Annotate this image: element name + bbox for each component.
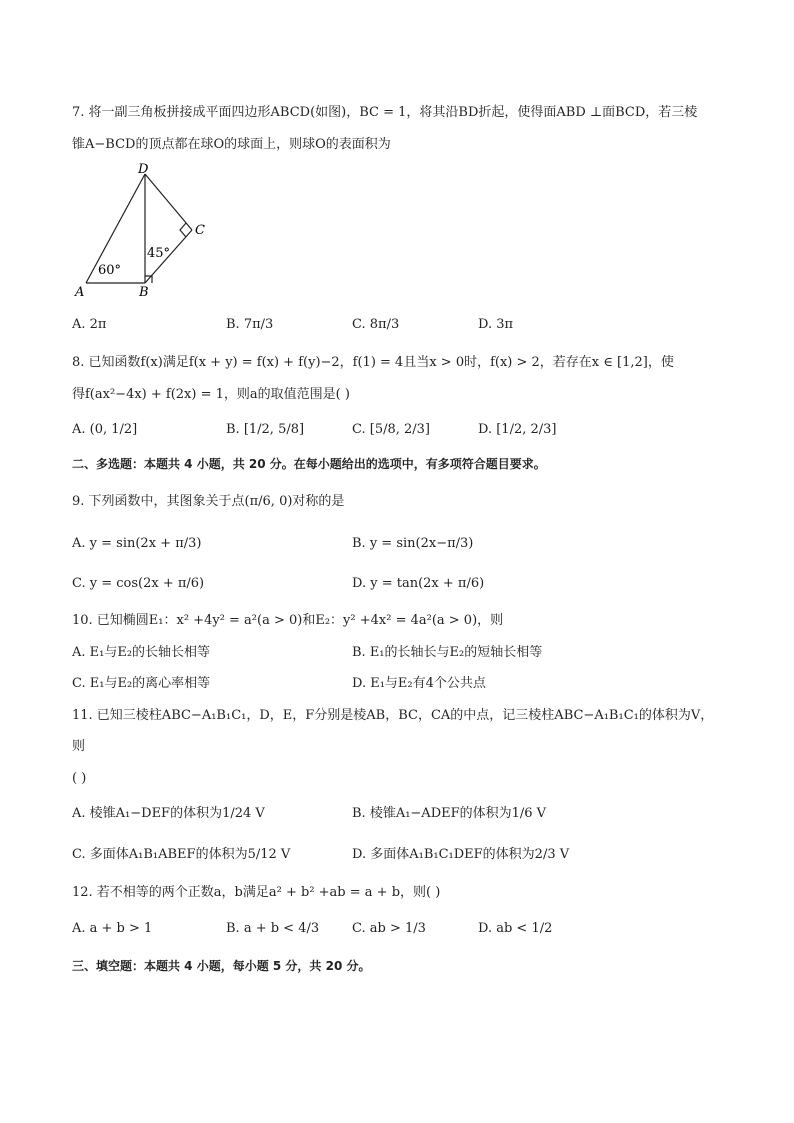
q10-option-a: A. E₁与E₂的长轴长相等 bbox=[72, 645, 211, 660]
q11-option-b: B. 棱锥A₁−ADEF的体积为1/6 V bbox=[352, 806, 547, 821]
right-angle-c bbox=[180, 223, 186, 237]
q8-stem-line2: 得f(ax²−4x) + f(2x) = 1，则a的取值范围是( ) bbox=[72, 387, 350, 402]
q7-option-d: D. 3π bbox=[478, 317, 514, 332]
q7-option-b: B. 7π/3 bbox=[226, 317, 274, 332]
q9-option-d: D. y = tan(2x + π/6) bbox=[352, 576, 485, 591]
q9-option-c: C. y = cos(2x + π/6) bbox=[72, 576, 205, 591]
q8-option-c: C. [5/8, 2/3] bbox=[352, 422, 430, 437]
q7-stem-line2: 锥A−BCD的顶点都在球O的球面上，则球O的表面积为 bbox=[72, 137, 391, 152]
edge-dc bbox=[145, 174, 192, 230]
q9-option-a: A. y = sin(2x + π/3) bbox=[72, 536, 202, 551]
q11-stem-line2: 则 bbox=[72, 739, 86, 754]
q8-option-d: D. [1/2, 2/3] bbox=[478, 422, 557, 437]
q10-option-c: C. E₁与E₂的离心率相等 bbox=[72, 676, 211, 691]
q11-option-c: C. 多面体A₁B₁ABEF的体积为5/12 V bbox=[72, 847, 291, 862]
q7-figure bbox=[72, 160, 222, 302]
q10-option-d: D. E₁与E₂有4个公共点 bbox=[352, 676, 486, 691]
label-d: D bbox=[138, 162, 149, 177]
label-b: B bbox=[139, 285, 149, 300]
q8-stem-line1: 8. 已知函数f(x)满足f(x + y) = f(x) + f(y)−2，f(1) = 4且当x > 0时，f(x) > 2，若存在x ∈ [1,2]，使 bbox=[72, 355, 674, 370]
q12-option-b: B. a + b < 4/3 bbox=[226, 921, 320, 936]
q7-option-a: A. 2π bbox=[72, 317, 107, 332]
q7-option-c: C. 8π/3 bbox=[352, 317, 400, 332]
q12-option-a: A. a + b > 1 bbox=[72, 921, 153, 936]
section3-title: 三、填空题：本题共 4 小题，每小题 5 分，共 20 分。 bbox=[72, 959, 371, 973]
q11-option-d: D. 多面体A₁B₁C₁DEF的体积为2/3 V bbox=[352, 847, 570, 862]
q8-option-b: B. [1/2, 5/8] bbox=[226, 422, 305, 437]
q11-stem-line1: 11. 已知三棱柱ABC−A₁B₁C₁，D，E，F分别是棱AB，BC，CA的中点，记三棱柱ABC−A₁B₁C₁的体积为V， bbox=[72, 708, 714, 723]
q11-stem-line3: ( ) bbox=[72, 771, 87, 786]
q10-option-b: B. E₁的长轴长与E₂的短轴长相等 bbox=[352, 645, 543, 660]
q9-option-b: B. y = sin(2x−π/3) bbox=[352, 536, 474, 551]
q12-stem: 12. 若不相等的两个正数a，b满足a² + b² +ab = a + b，则( ) bbox=[72, 885, 441, 900]
q10-stem: 10. 已知椭圆E₁：x² +4y² = a²(a > 0)和E₂：y² +4x² = 4a²(a > 0)，则 bbox=[72, 613, 504, 628]
q12-option-c: C. ab > 1/3 bbox=[352, 921, 426, 936]
q7-stem-line1: 7. 将一副三角板拼接成平面四边形ABCD(如图)，BC = 1，将其沿BD折起，使得面ABD ⊥面BCD，若三棱 bbox=[72, 105, 698, 120]
label-angle-b: 45° bbox=[147, 246, 171, 261]
q8-option-a: A. (0, 1/2] bbox=[72, 422, 138, 437]
label-c: C bbox=[195, 223, 205, 238]
q12-option-d: D. ab < 1/2 bbox=[478, 921, 553, 936]
q11-option-a: A. 棱锥A₁−DEF的体积为1/24 V bbox=[72, 806, 265, 821]
q9-stem: 9. 下列函数中，其图象关于点(π/6, 0)对称的是 bbox=[72, 494, 345, 509]
section2-title: 二、多选题：本题共 4 小题，共 20 分。在每小题给出的选项中，有多项符合题目要求。 bbox=[72, 457, 546, 471]
label-a: A bbox=[75, 285, 85, 300]
label-angle-a: 60° bbox=[98, 263, 122, 278]
